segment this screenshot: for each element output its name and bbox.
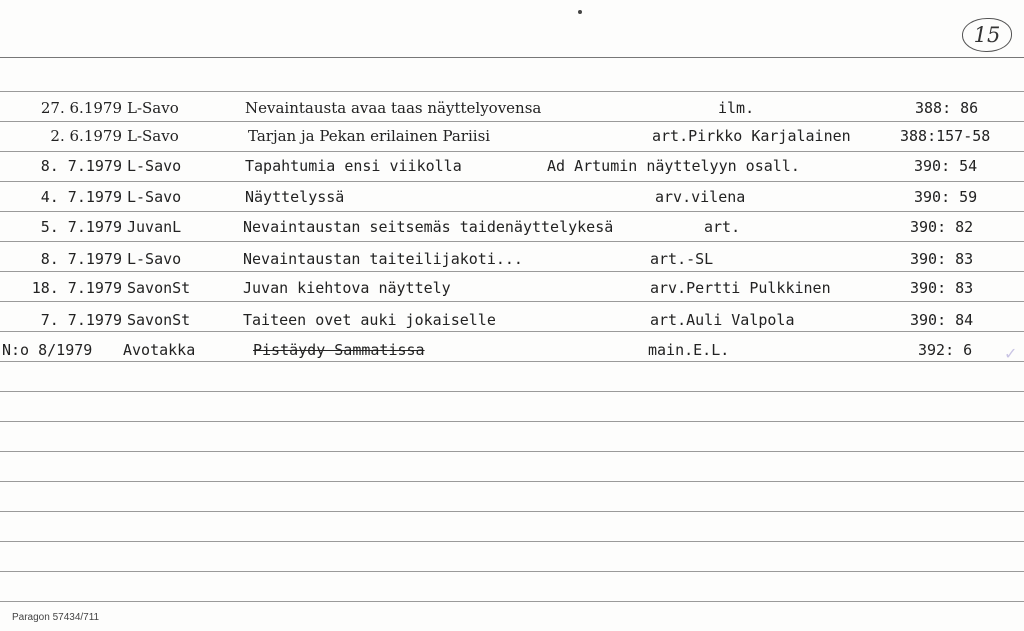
entry-title: Tapahtumia ensi viikolla <box>245 157 462 175</box>
entry-title: Taiteen ovet auki jokaiselle <box>243 311 496 329</box>
entry-ref: 390: 82 <box>910 218 974 236</box>
entry-source: SavonSt <box>127 279 191 297</box>
check-mark-icon: ✓ <box>1004 344 1018 363</box>
entry-row <box>0 122 1024 150</box>
entry-title: Näyttelyssä <box>245 188 345 206</box>
entry-date: N:o 8/1979 <box>2 341 93 359</box>
entry-row <box>0 306 1024 334</box>
entry-source: JuvanL <box>127 218 182 236</box>
ruled-line <box>0 481 1024 482</box>
ruled-line <box>0 601 1024 602</box>
ink-dot <box>578 10 582 14</box>
entry-source: Avotakka <box>123 341 196 359</box>
entry-ref: 390: 83 <box>910 279 974 297</box>
entry-row <box>0 183 1024 211</box>
ruled-line <box>0 91 1024 92</box>
ruled-line <box>0 571 1024 572</box>
ruled-line <box>0 511 1024 512</box>
entry-title: Nevaintausta avaa taas näyttelyovensa <box>245 99 542 117</box>
entry-row <box>0 336 1024 364</box>
entry-note: arv.vilena <box>655 188 746 206</box>
header-rule <box>0 57 1024 58</box>
entry-ref: 388: 86 <box>915 99 979 117</box>
ruled-line <box>0 391 1024 392</box>
entry-source: SavonSt <box>127 311 191 329</box>
entry-note: main.E.L. <box>648 341 730 359</box>
entry-row <box>0 213 1024 241</box>
entry-note: Ad Artumin näyttelyyn osall. <box>547 157 800 175</box>
entry-note: art.Auli Valpola <box>650 311 795 329</box>
entry-ref: 392: 6 <box>918 341 973 359</box>
entry-ref: 390: 54 <box>914 157 978 175</box>
entry-source: L-Savo <box>127 127 179 145</box>
entry-date: 5. 7.1979 <box>40 218 122 236</box>
entry-source: L-Savo <box>127 250 182 268</box>
entry-row <box>0 152 1024 180</box>
entry-row <box>0 274 1024 302</box>
entry-source: L-Savo <box>127 157 182 175</box>
entry-ref: 388:157-58 <box>900 127 991 145</box>
form-footer: Paragon 57434/711 <box>12 612 100 623</box>
entry-ref: 390: 84 <box>910 311 974 329</box>
entry-title: Nevaintaustan seitsemäs taidenäyttelykesä <box>243 218 614 236</box>
entry-note: ilm. <box>718 99 755 117</box>
ruled-line <box>0 181 1024 182</box>
entry-note: art.-SL <box>650 250 714 268</box>
entry-date: 8. 7.1979 <box>40 250 122 268</box>
entry-title: Juvan kiehtova näyttely <box>243 279 451 297</box>
entry-ref: 390: 83 <box>910 250 974 268</box>
entry-row <box>0 94 1024 122</box>
entry-date: 8. 7.1979 <box>40 157 122 175</box>
entry-title: Tarjan ja Pekan erilainen Pariisi <box>248 127 491 145</box>
entry-date: 4. 7.1979 <box>40 188 122 206</box>
entry-ref: 390: 59 <box>914 188 978 206</box>
entry-date: 18. 7.1979 <box>31 279 122 297</box>
ruled-line <box>0 241 1024 242</box>
ruled-line <box>0 541 1024 542</box>
ruled-line <box>0 451 1024 452</box>
ruled-line <box>0 211 1024 212</box>
page-number-circled <box>962 18 1012 52</box>
entry-title: Nevaintaustan taiteilijakoti... <box>243 250 523 268</box>
entry-source: L-Savo <box>127 188 182 206</box>
entry-note: art. <box>704 218 741 236</box>
entry-title: Pistäydy Sammatissa <box>253 341 425 359</box>
page-number: 15 <box>973 23 1001 47</box>
entry-date: 7. 7.1979 <box>40 311 122 329</box>
entry-note: art.Pirkko Karjalainen <box>652 127 851 145</box>
entry-date: 27. 6.1979 <box>40 99 122 117</box>
entry-note: arv.Pertti Pulkkinen <box>650 279 831 297</box>
entry-source: L-Savo <box>127 99 179 117</box>
entry-date: 2. 6.1979 <box>50 127 122 145</box>
entry-row <box>0 245 1024 273</box>
ruled-line <box>0 421 1024 422</box>
